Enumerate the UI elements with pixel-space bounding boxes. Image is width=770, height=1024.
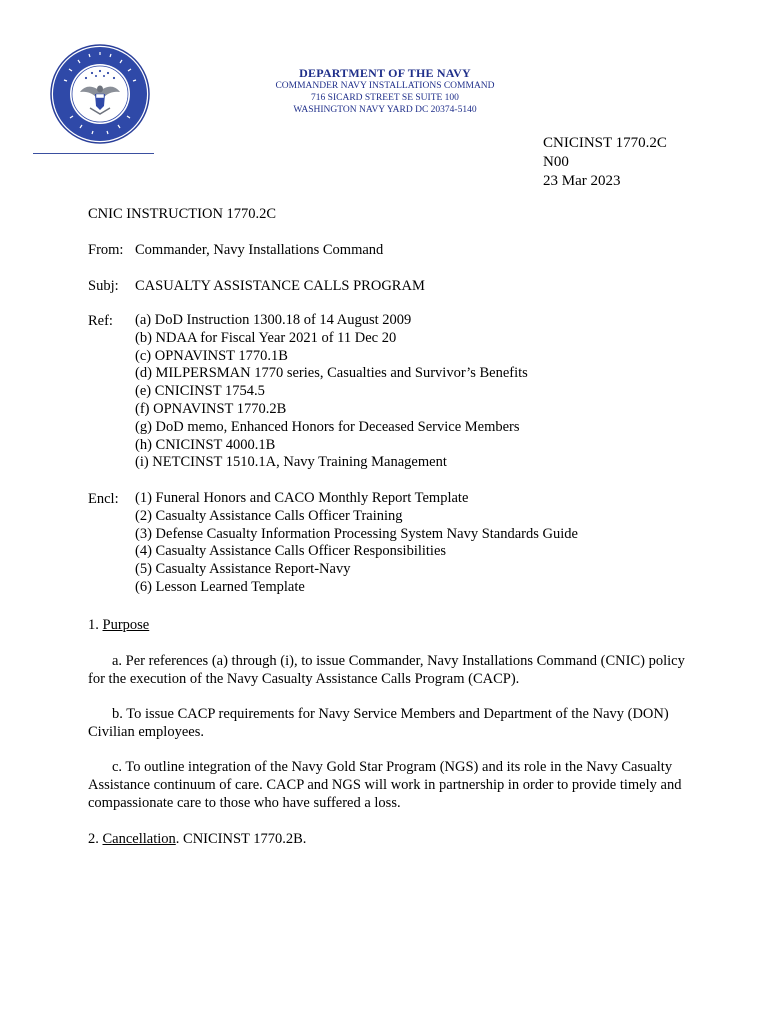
section-2-text: . CNICINST 1770.2B.	[175, 831, 307, 847]
enclosure-item: (3) Defense Casualty Information Processing System Navy Standards Guide	[135, 525, 578, 542]
instruction-number: CNICINST 1770.2C	[543, 135, 667, 151]
enclosure-item: (6) Lesson Learned Template	[135, 578, 305, 595]
letterhead-city: WASHINGTON NAVY YARD DC 20374-5140	[293, 105, 477, 115]
enclosure-item: (5) Casualty Assistance Report-Navy	[135, 561, 351, 578]
subj-label: Subj:	[88, 278, 119, 294]
purpose-paragraph-a: a. Per references (a) through (i), to issue Commander, Navy Installations Command (CNIC) policy for the execution of the Navy Casualty Assistance Calls Program (CACP).	[88, 653, 685, 687]
dod-seal-icon	[50, 44, 150, 144]
enclosure-item: (2) Casualty Assistance Calls Officer Training	[135, 507, 403, 524]
purpose-paragraph-b: b. To issue CACP requirements for Navy Service Members and Department of the Navy (DON) Civilian employees.	[88, 706, 669, 740]
seal-underline	[33, 153, 154, 154]
ssic-block	[543, 134, 667, 191]
reference-item: (i) NETCINST 1510.1A, Navy Training Management	[135, 454, 447, 471]
section-1-number: 1.	[88, 617, 99, 633]
letterhead-title: DEPARTMENT OF THE NAVY	[299, 66, 471, 80]
reference-item: (f) OPNAVINST 1770.2B	[135, 400, 287, 417]
document-date: 23 Mar 2023	[543, 173, 621, 189]
enclosure-item: (1) Funeral Honors and CACO Monthly Report Template	[135, 490, 469, 506]
enclosure-list	[135, 490, 578, 597]
reference-item: (e) CNICINST 1754.5	[135, 383, 265, 400]
reference-item: (d) MILPERSMAN 1770 series, Casualties and Survivor’s Benefits	[135, 365, 528, 382]
letterhead-command: COMMANDER NAVY INSTALLATIONS COMMAND	[275, 81, 495, 91]
ref-label: Ref:	[88, 313, 113, 329]
enclosure-item: (4) Casualty Assistance Calls Officer Responsibilities	[135, 543, 447, 560]
section-2-number: 2.	[88, 831, 99, 847]
section-2-heading	[88, 830, 306, 848]
purpose-paragraph-c: c. To outline integration of the Navy Gold Star Program (NGS) and its role in the Navy Casualty Assistance continuum of care. CACP and NGS will work in partnership in order to provide timely and compassionate care to those who have suffered a loss.	[88, 759, 682, 811]
from-label: From:	[88, 242, 124, 258]
instruction-heading: CNIC INSTRUCTION 1770.2C	[88, 206, 277, 222]
section-2-title: Cancellation	[102, 831, 176, 847]
subj-value: CASUALTY ASSISTANCE CALLS PROGRAM	[135, 278, 425, 294]
section-1-title: Purpose	[102, 617, 150, 633]
reference-item: (a) DoD Instruction 1300.18 of 14 August 2009	[135, 312, 412, 328]
from-value: Commander, Navy Installations Command	[135, 242, 384, 258]
section-1-heading	[88, 616, 149, 634]
letterhead	[185, 66, 585, 116]
reference-item: (h) CNICINST 4000.1B	[135, 436, 276, 453]
office-code: N00	[543, 154, 569, 170]
reference-item: (c) OPNAVINST 1770.1B	[135, 347, 288, 364]
reference-item: (b) NDAA for Fiscal Year 2021 of 11 Dec 20	[135, 329, 397, 346]
encl-label: Encl:	[88, 491, 119, 507]
letterhead-street: 716 SICARD STREET SE SUITE 100	[311, 93, 459, 103]
reference-list	[135, 312, 528, 472]
reference-item: (g) DoD memo, Enhanced Honors for Deceased Service Members	[135, 418, 520, 435]
